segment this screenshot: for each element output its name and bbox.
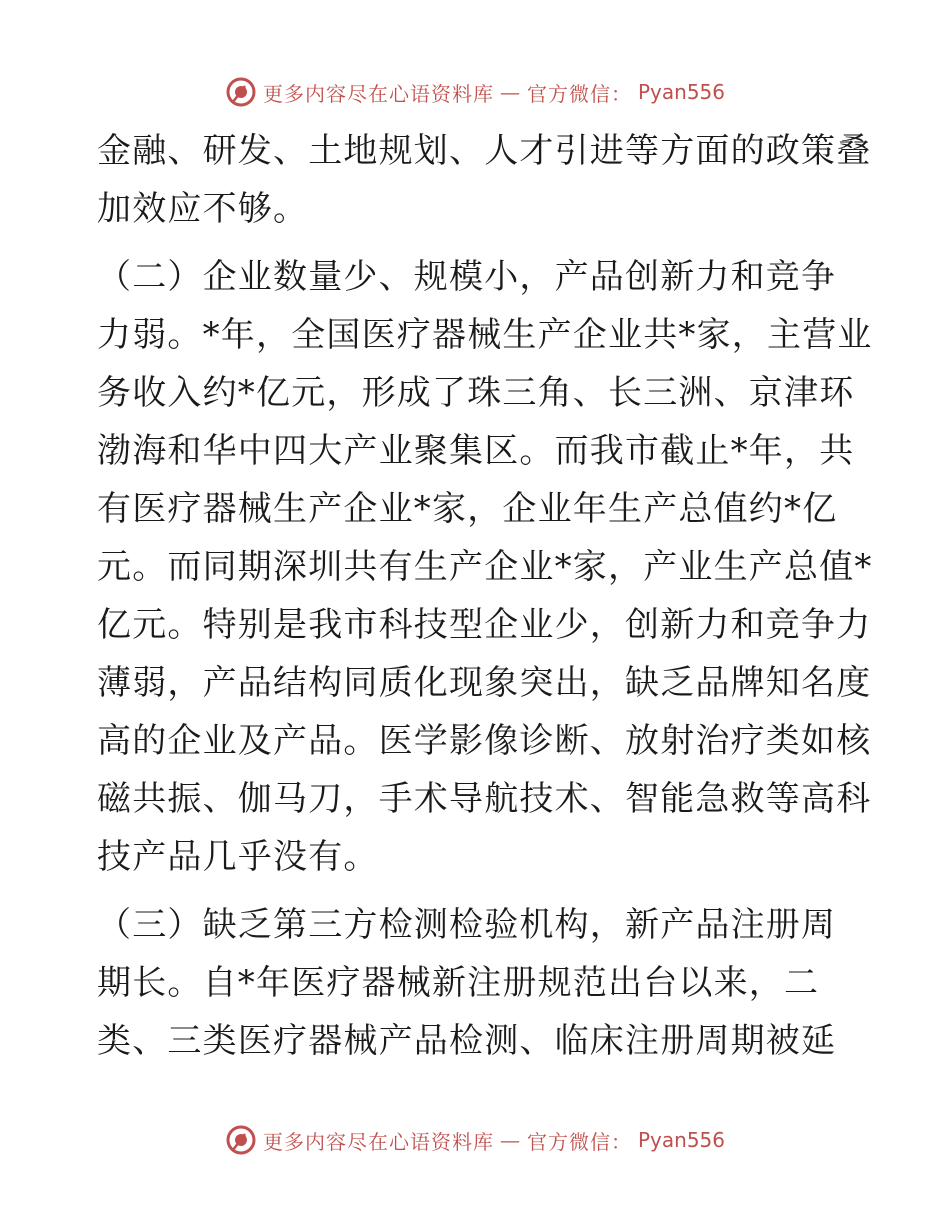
watermark-wechat-label: 官方微信： [526, 1129, 632, 1154]
text-line: 期长。自*年医疗器械新注册规范出台以来，二 [97, 963, 820, 1003]
text-line: 金融、研发、土地规划、人才引进等方面的政策叠 [97, 131, 872, 171]
text-line: 有医疗器械生产企业*家，企业年生产总值约*亿 [97, 489, 838, 529]
watermark-wechat-id: Pyan556 [637, 1128, 725, 1152]
text-line: 类、三类医疗器械产品检测、临床注册周期被延 [97, 1021, 837, 1061]
watermark-site-text: 更多内容尽在心语资料库 [262, 1129, 494, 1154]
watermark-dash: — [499, 1128, 521, 1152]
paragraph [97, 122, 872, 238]
watermark-site-text: 更多内容尽在心语资料库 [262, 81, 494, 106]
watermark-header [0, 72, 950, 112]
paragraph [97, 896, 857, 1070]
text-line: （二）企业数量少、规模小，产品创新力和竞争 [97, 257, 837, 297]
text-line: 渤海和华中四大产业聚集区。而我市截止*年，共 [97, 431, 855, 471]
brand-logo-icon [225, 1124, 257, 1156]
text-line: 薄弱，产品结构同质化现象突出，缺乏品牌知名度 [97, 663, 872, 703]
watermark-wechat-id: Pyan556 [637, 80, 725, 104]
brand-logo-icon [225, 76, 257, 108]
text-line: 务收入约*亿元，形成了珠三角、长三洲、京津环 [97, 373, 855, 413]
text-line: 高的企业及产品。医学影像诊断、放射治疗类如核 [97, 721, 872, 761]
text-line: 力弱。*年，全国医疗器械生产企业共*家，主营业 [97, 315, 873, 355]
text-line: 加效应不够。 [97, 189, 309, 229]
text-line: 技产品几乎没有。 [97, 837, 379, 877]
text-line: （三）缺乏第三方检测检验机构，新产品注册周 [97, 905, 837, 945]
text-line: 亿元。特别是我市科技型企业少，创新力和竞争力 [97, 605, 872, 645]
watermark-wechat-label: 官方微信： [526, 81, 632, 106]
paragraph [97, 248, 873, 886]
text-line: 磁共振、伽马刀，手术导航技术、智能急救等高科 [97, 779, 872, 819]
document-body [97, 122, 873, 1070]
watermark-footer [0, 1120, 950, 1160]
watermark-dash: — [499, 80, 521, 104]
text-line: 元。而同期深圳共有生产企业*家，产业生产总值* [97, 547, 873, 587]
